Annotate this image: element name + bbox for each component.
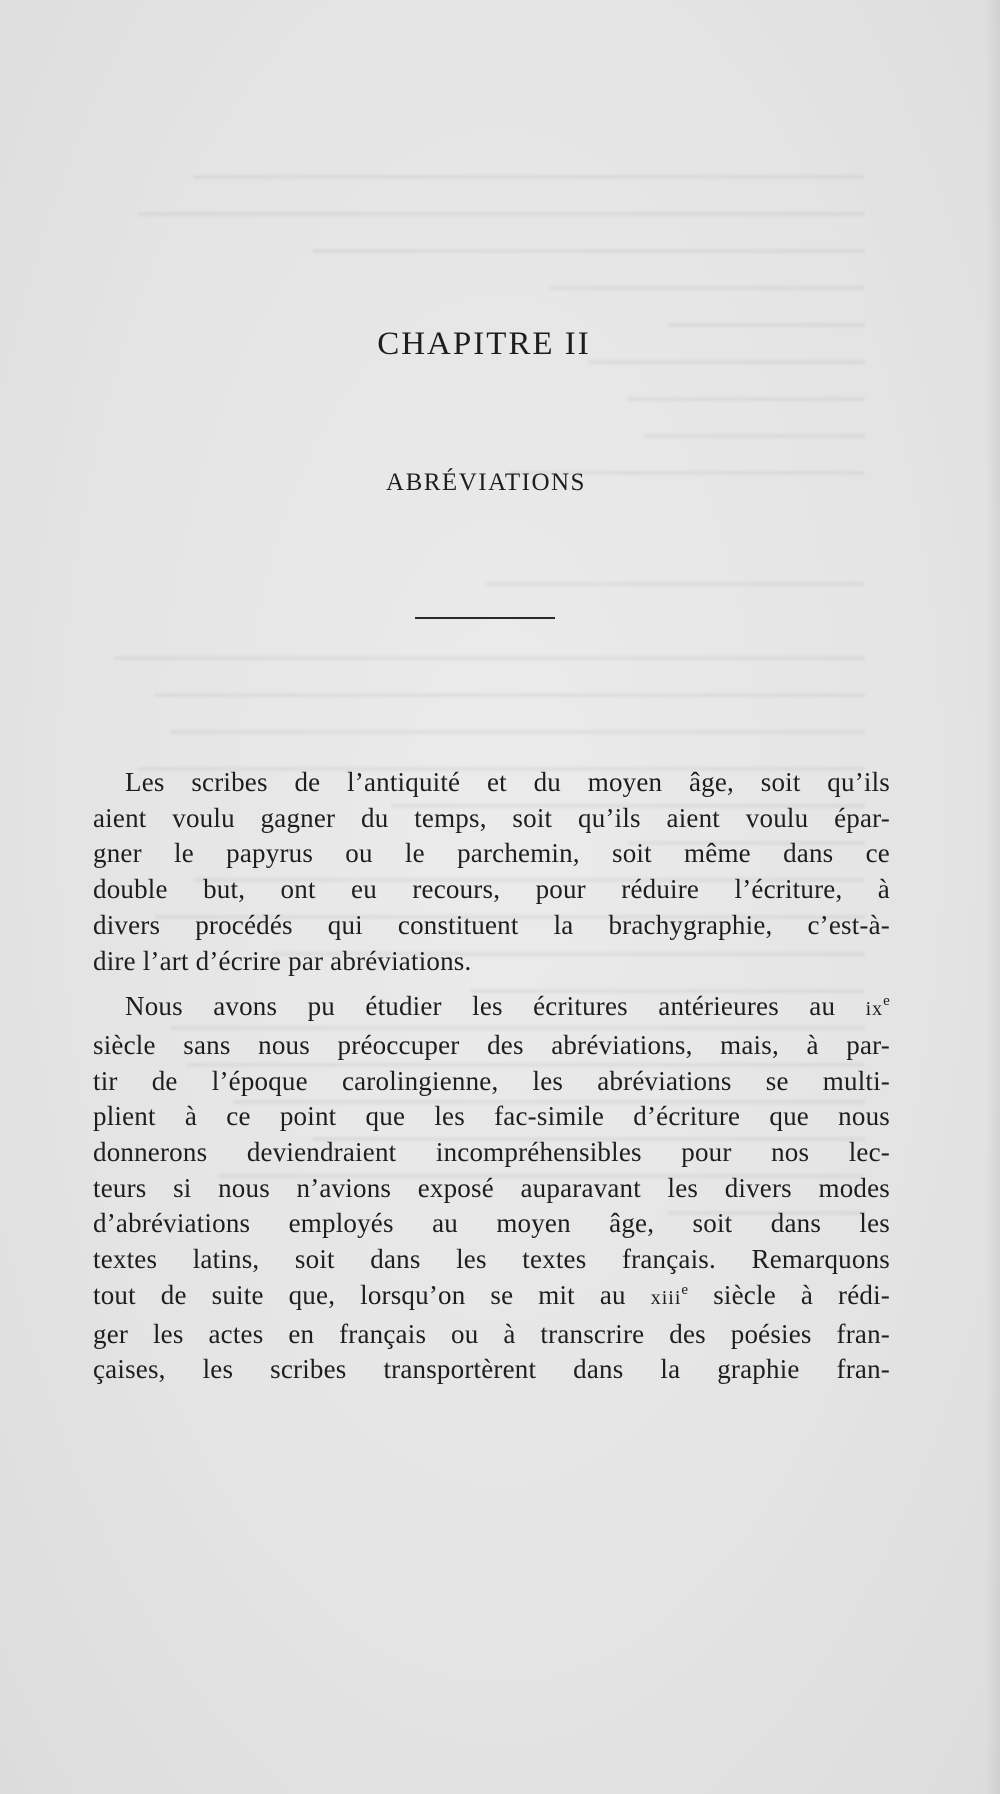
text-line: çaises, les scribes transportèrent dans la graphie fran- (93, 1354, 890, 1385)
superscript: e (883, 993, 890, 1010)
text-line: aient voulu gagner du temps, soit qu’ils aient voulu épar- (93, 802, 890, 833)
text-line: textes latins, soit dans les textes français. Remarquons (93, 1244, 890, 1275)
paragraph-2 (93, 989, 890, 1388)
chapter-title: CHAPITRE II (377, 326, 591, 362)
text-line (93, 989, 890, 1028)
text-line: dire l’art d’écrire par abréviations. (93, 945, 472, 976)
text-line: Les scribes de l’antiquité et du moyen âge, soit qu’ils (125, 767, 890, 797)
paragraph-1 (93, 765, 890, 979)
text-line: plient à ce point que les fac-simile d’écriture que nous (93, 1101, 890, 1132)
text-fragment: tout de suite que, lorsqu’on se mit au (93, 1279, 651, 1310)
text-line (93, 1278, 890, 1317)
text-line: double but, ont eu recours, pour réduire l’écriture, à (93, 874, 890, 905)
text-line: d’abréviations employés au moyen âge, soit dans les (93, 1208, 890, 1239)
text-line: siècle sans nous préoccuper des abréviations, mais, à par- (93, 1029, 890, 1060)
body-text (93, 765, 890, 1388)
century-numeral: xiii (650, 1286, 682, 1309)
text-line: divers procédés qui constituent la brachygraphie, c’est-à- (93, 909, 890, 940)
text-line: tir de l’époque carolingienne, les abréviations se multi- (93, 1065, 890, 1096)
superscript: e (681, 1281, 689, 1298)
text-fragment: siècle à rédi- (688, 1279, 890, 1310)
section-title: ABRÉVIATIONS (386, 469, 586, 496)
page-edge-shadow (986, 0, 1000, 1794)
section-divider (415, 617, 555, 619)
text-line: donnerons deviendraient incompréhensibles pour nos lec- (93, 1137, 890, 1168)
text-line: ger les actes en français ou à transcrire des poésies fran- (93, 1318, 890, 1349)
text-fragment: Nous avons pu étudier les écritures antérieures au (125, 991, 866, 1022)
text-line: teurs si nous n’avions exposé auparavant les divers modes (93, 1172, 890, 1203)
text-line: gner le papyrus ou le parchemin, soit même dans ce (93, 838, 890, 869)
century-numeral: ix (865, 998, 884, 1021)
